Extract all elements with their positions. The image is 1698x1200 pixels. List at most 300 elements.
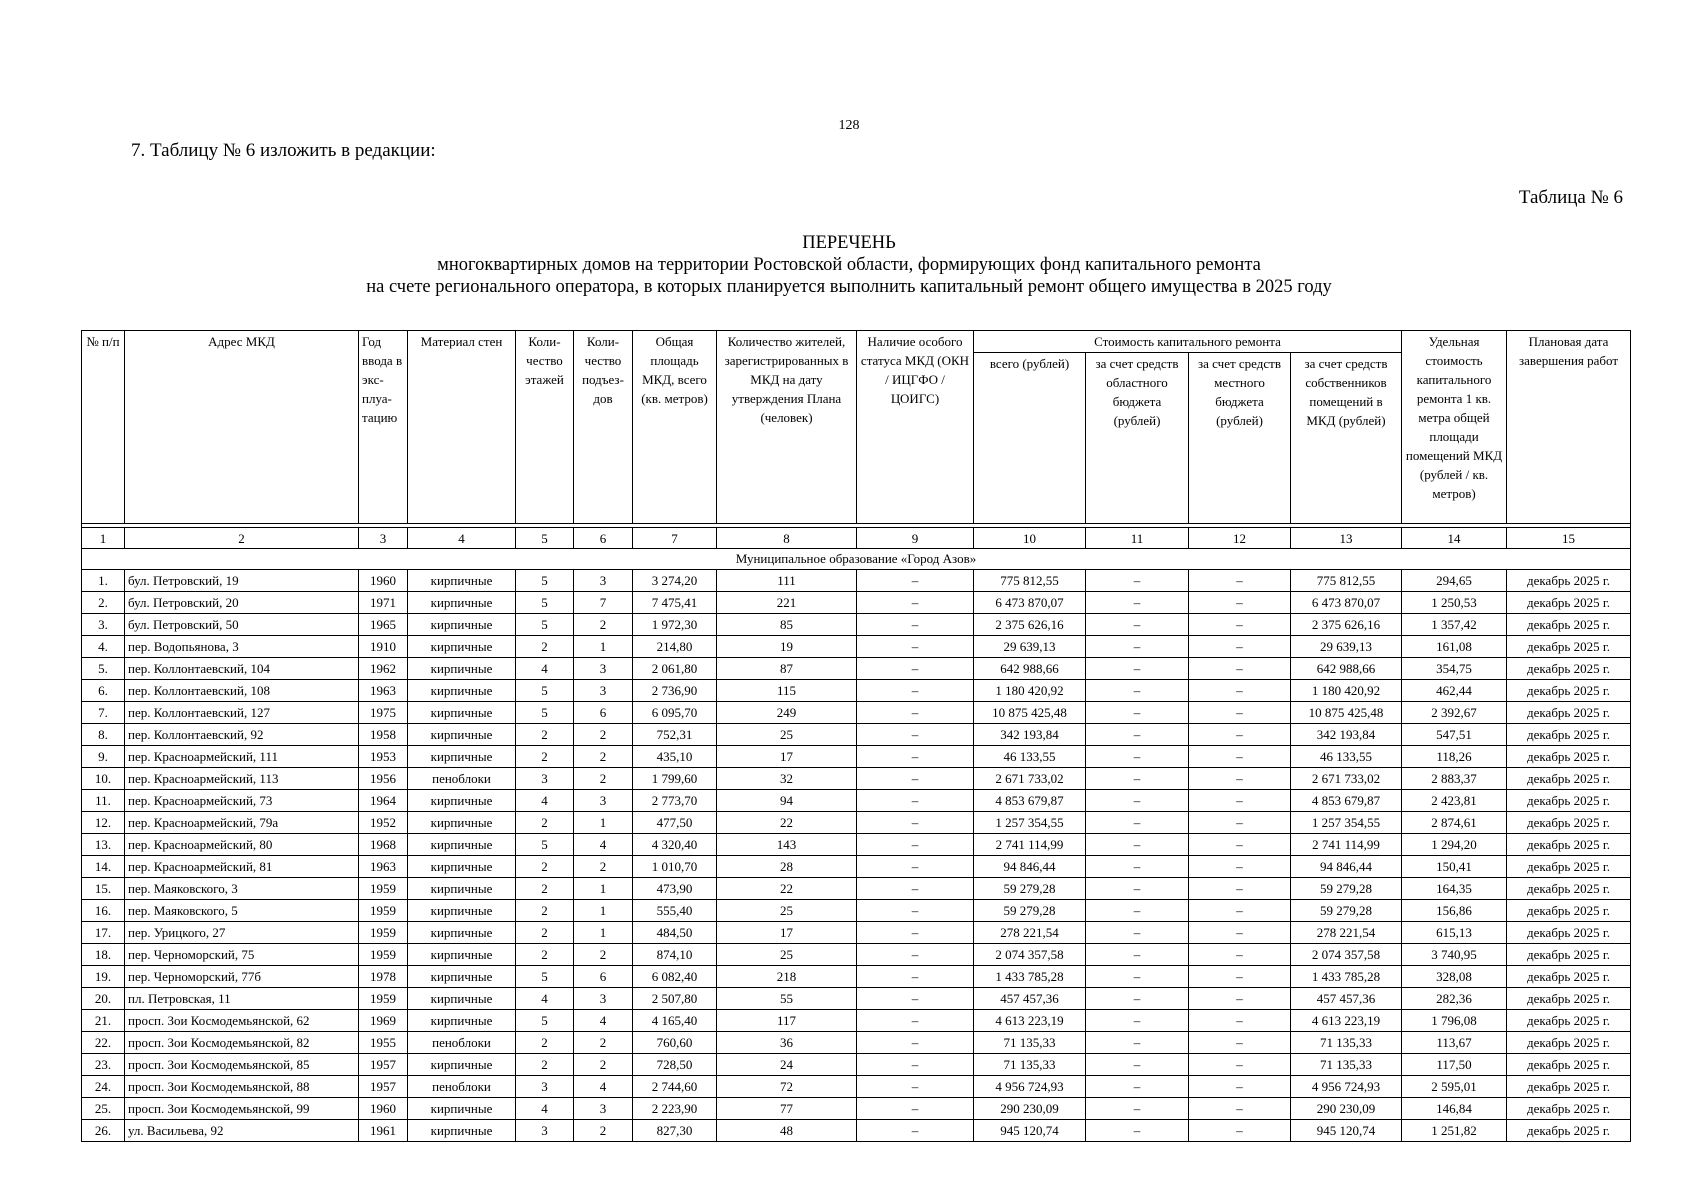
cell-cost-owners: 2 375 626,16 — [1291, 614, 1402, 636]
cell-material: кирпичные — [408, 1120, 516, 1142]
cell-cost-owners: 4 853 679,87 — [1291, 790, 1402, 812]
cell-year: 1964 — [359, 790, 408, 812]
cell-entrances: 6 — [574, 966, 633, 988]
cell-entrances: 1 — [574, 922, 633, 944]
cell-entrances: 1 — [574, 900, 633, 922]
cell-material: кирпичные — [408, 878, 516, 900]
cell-status: – — [857, 1120, 974, 1142]
cell-cost-total: 4 613 223,19 — [974, 1010, 1086, 1032]
cell-material: кирпичные — [408, 922, 516, 944]
header-completion: Плановая дата завершения работ — [1507, 331, 1631, 524]
cell-status: – — [857, 746, 974, 768]
cell-unit-cost: 1 796,08 — [1402, 1010, 1507, 1032]
cell-address: пер. Красноармейский, 81 — [125, 856, 359, 878]
cell-cost-owners: 94 846,44 — [1291, 856, 1402, 878]
cell-row-num: 21. — [82, 1010, 125, 1032]
cell-year: 1959 — [359, 878, 408, 900]
cell-cost-total: 4 853 679,87 — [974, 790, 1086, 812]
cell-area: 1 972,30 — [633, 614, 717, 636]
column-number: 14 — [1402, 528, 1507, 549]
cell-area: 2 223,90 — [633, 1098, 717, 1120]
column-number: 3 — [359, 528, 408, 549]
cell-cost-regional: – — [1086, 592, 1189, 614]
cell-cost-regional: – — [1086, 922, 1189, 944]
cell-entrances: 1 — [574, 636, 633, 658]
cell-unit-cost: 117,50 — [1402, 1054, 1507, 1076]
cell-area: 477,50 — [633, 812, 717, 834]
cell-entrances: 2 — [574, 724, 633, 746]
cell-cost-owners: 642 988,66 — [1291, 658, 1402, 680]
cell-address: пер. Коллонтаевский, 108 — [125, 680, 359, 702]
cell-entrances: 1 — [574, 812, 633, 834]
column-number: 10 — [974, 528, 1086, 549]
cell-unit-cost: 118,26 — [1402, 746, 1507, 768]
cell-row-num: 5. — [82, 658, 125, 680]
cell-cost-owners: 71 135,33 — [1291, 1032, 1402, 1054]
header-num: № п/п — [82, 331, 125, 524]
column-number: 2 — [125, 528, 359, 549]
cell-cost-owners: 10 875 425,48 — [1291, 702, 1402, 724]
cell-unit-cost: 547,51 — [1402, 724, 1507, 746]
cell-status: – — [857, 1076, 974, 1098]
cell-completion: декабрь 2025 г. — [1507, 1098, 1631, 1120]
cell-cost-regional: – — [1086, 812, 1189, 834]
cell-cost-total: 2 741 114,99 — [974, 834, 1086, 856]
cell-completion: декабрь 2025 г. — [1507, 812, 1631, 834]
cell-address: просп. Зои Космодемьянской, 88 — [125, 1076, 359, 1098]
cell-residents: 48 — [717, 1120, 857, 1142]
cell-cost-total: 1 180 420,92 — [974, 680, 1086, 702]
cell-row-num: 6. — [82, 680, 125, 702]
cell-cost-local: – — [1189, 1076, 1291, 1098]
header-cost-group: Стоимость капитального ремонта — [974, 331, 1402, 353]
cell-status: – — [857, 768, 974, 790]
heading-line-1: многоквартирных домов на территории Ростовской области, формирующих фонд капитального ремонта — [437, 255, 1261, 275]
cell-unit-cost: 2 423,81 — [1402, 790, 1507, 812]
cell-floors: 2 — [516, 878, 574, 900]
table-row — [82, 1010, 1631, 1032]
header-unit-cost: Удельная стоимость капитального ремонта 1 кв. метра общей площади помещений МКД (рублей / кв. метров) — [1402, 331, 1507, 524]
cell-cost-local: – — [1189, 812, 1291, 834]
cell-floors: 5 — [516, 966, 574, 988]
table-row — [82, 1098, 1631, 1120]
cell-residents: 85 — [717, 614, 857, 636]
cell-row-num: 10. — [82, 768, 125, 790]
cell-year: 1963 — [359, 856, 408, 878]
cell-unit-cost: 2 595,01 — [1402, 1076, 1507, 1098]
cell-cost-total: 29 639,13 — [974, 636, 1086, 658]
cell-material: кирпичные — [408, 834, 516, 856]
cell-floors: 5 — [516, 1010, 574, 1032]
cell-status: – — [857, 1054, 974, 1076]
cell-address: пер. Красноармейский, 80 — [125, 834, 359, 856]
table-row — [82, 856, 1631, 878]
cell-status: – — [857, 592, 974, 614]
cell-row-num: 23. — [82, 1054, 125, 1076]
cell-floors: 5 — [516, 614, 574, 636]
cell-address: пер. Черноморский, 77б — [125, 966, 359, 988]
cell-material: кирпичные — [408, 570, 516, 592]
cell-cost-total: 290 230,09 — [974, 1098, 1086, 1120]
cell-row-num: 25. — [82, 1098, 125, 1120]
cell-address: пер. Маяковского, 3 — [125, 878, 359, 900]
section-title: Муниципальное образование «Город Азов» — [82, 549, 1631, 570]
cell-unit-cost: 150,41 — [1402, 856, 1507, 878]
cell-status: – — [857, 702, 974, 724]
cell-cost-total: 775 812,55 — [974, 570, 1086, 592]
cell-residents: 221 — [717, 592, 857, 614]
header-cost-total: всего (рублей) — [974, 353, 1086, 524]
cell-address: бул. Петровский, 50 — [125, 614, 359, 636]
cell-cost-regional: – — [1086, 746, 1189, 768]
cell-year: 1957 — [359, 1054, 408, 1076]
cell-completion: декабрь 2025 г. — [1507, 1076, 1631, 1098]
cell-floors: 5 — [516, 834, 574, 856]
cell-row-num: 3. — [82, 614, 125, 636]
cell-residents: 17 — [717, 922, 857, 944]
cell-status: – — [857, 878, 974, 900]
cell-area: 1 799,60 — [633, 768, 717, 790]
cell-year: 1959 — [359, 922, 408, 944]
cell-address: просп. Зои Космодемьянской, 85 — [125, 1054, 359, 1076]
column-number: 5 — [516, 528, 574, 549]
cell-row-num: 12. — [82, 812, 125, 834]
cell-status: – — [857, 834, 974, 856]
cell-cost-local: – — [1189, 1032, 1291, 1054]
cell-completion: декабрь 2025 г. — [1507, 834, 1631, 856]
cell-cost-regional: – — [1086, 1010, 1189, 1032]
cell-year: 1959 — [359, 988, 408, 1010]
cell-year: 1957 — [359, 1076, 408, 1098]
cell-completion: декабрь 2025 г. — [1507, 680, 1631, 702]
cell-cost-total: 71 135,33 — [974, 1054, 1086, 1076]
cell-residents: 94 — [717, 790, 857, 812]
cell-entrances: 3 — [574, 570, 633, 592]
cell-area: 6 095,70 — [633, 702, 717, 724]
cell-year: 1960 — [359, 570, 408, 592]
table-row — [82, 592, 1631, 614]
cell-row-num: 1. — [82, 570, 125, 592]
cell-cost-total: 342 193,84 — [974, 724, 1086, 746]
cell-area: 2 061,80 — [633, 658, 717, 680]
cell-year: 1965 — [359, 614, 408, 636]
cell-row-num: 8. — [82, 724, 125, 746]
cell-floors: 3 — [516, 768, 574, 790]
table-row — [82, 922, 1631, 944]
header-cost-regional: за счет средств областного бюджета (рублей) — [1086, 353, 1189, 524]
cell-status: – — [857, 944, 974, 966]
cell-cost-local: – — [1189, 614, 1291, 636]
cell-cost-regional: – — [1086, 856, 1189, 878]
header-year: Год ввода в эксплуатацию — [359, 331, 408, 524]
cell-year: 1956 — [359, 768, 408, 790]
cell-row-num: 14. — [82, 856, 125, 878]
cell-cost-local: – — [1189, 834, 1291, 856]
cell-cost-total: 4 956 724,93 — [974, 1076, 1086, 1098]
cell-floors: 4 — [516, 658, 574, 680]
cell-unit-cost: 1 251,82 — [1402, 1120, 1507, 1142]
table-row — [82, 636, 1631, 658]
cell-unit-cost: 282,36 — [1402, 988, 1507, 1010]
cell-row-num: 20. — [82, 988, 125, 1010]
cell-completion: декабрь 2025 г. — [1507, 790, 1631, 812]
cell-year: 1959 — [359, 900, 408, 922]
cell-area: 4 320,40 — [633, 834, 717, 856]
cell-row-num: 19. — [82, 966, 125, 988]
cell-area: 435,10 — [633, 746, 717, 768]
cell-entrances: 2 — [574, 944, 633, 966]
cell-completion: декабрь 2025 г. — [1507, 1120, 1631, 1142]
cell-cost-owners: 2 741 114,99 — [1291, 834, 1402, 856]
cell-area: 728,50 — [633, 1054, 717, 1076]
cell-area: 4 165,40 — [633, 1010, 717, 1032]
column-number: 4 — [408, 528, 516, 549]
cell-cost-total: 1 257 354,55 — [974, 812, 1086, 834]
column-number: 8 — [717, 528, 857, 549]
header-status: Наличие особого статуса МКД (ОКН / ИЦГФО / ЦОИГС) — [857, 331, 974, 524]
cell-residents: 55 — [717, 988, 857, 1010]
cell-address: пер. Черноморский, 75 — [125, 944, 359, 966]
cell-cost-local: – — [1189, 746, 1291, 768]
cell-cost-owners: 59 279,28 — [1291, 878, 1402, 900]
header-floors: Количество этажей — [516, 331, 574, 524]
cell-material: кирпичные — [408, 944, 516, 966]
cell-year: 1958 — [359, 724, 408, 746]
cell-completion: декабрь 2025 г. — [1507, 570, 1631, 592]
cell-residents: 111 — [717, 570, 857, 592]
cell-address: пер. Коллонтаевский, 127 — [125, 702, 359, 724]
cell-cost-local: – — [1189, 1120, 1291, 1142]
cell-cost-owners: 46 133,55 — [1291, 746, 1402, 768]
cell-cost-total: 46 133,55 — [974, 746, 1086, 768]
cell-cost-regional: – — [1086, 966, 1189, 988]
cell-floors: 2 — [516, 724, 574, 746]
cell-residents: 115 — [717, 680, 857, 702]
cell-year: 1960 — [359, 1098, 408, 1120]
cell-completion: декабрь 2025 г. — [1507, 856, 1631, 878]
cell-cost-local: – — [1189, 988, 1291, 1010]
header-cost-owners: за счет средств собственников помещений в МКД (рублей) — [1291, 353, 1402, 524]
cell-completion: декабрь 2025 г. — [1507, 614, 1631, 636]
cell-cost-regional: – — [1086, 988, 1189, 1010]
cell-address: ул. Васильева, 92 — [125, 1120, 359, 1142]
column-number: 12 — [1189, 528, 1291, 549]
cell-row-num: 17. — [82, 922, 125, 944]
cell-material: кирпичные — [408, 724, 516, 746]
cell-completion: декабрь 2025 г. — [1507, 724, 1631, 746]
cell-entrances: 4 — [574, 834, 633, 856]
table-row — [82, 680, 1631, 702]
cell-floors: 5 — [516, 680, 574, 702]
cell-cost-local: – — [1189, 592, 1291, 614]
cell-cost-owners: 1 180 420,92 — [1291, 680, 1402, 702]
cell-floors: 3 — [516, 1076, 574, 1098]
cell-cost-regional: – — [1086, 900, 1189, 922]
table-row — [82, 1032, 1631, 1054]
document-heading — [0, 232, 1698, 298]
cell-unit-cost: 156,86 — [1402, 900, 1507, 922]
cell-cost-total: 59 279,28 — [974, 900, 1086, 922]
cell-floors: 2 — [516, 856, 574, 878]
table-row — [82, 1054, 1631, 1076]
cell-cost-local: – — [1189, 922, 1291, 944]
cell-unit-cost: 3 740,95 — [1402, 944, 1507, 966]
intro-text: 7. Таблицу № 6 изложить в редакции: — [131, 140, 436, 161]
cell-cost-local: – — [1189, 900, 1291, 922]
cell-residents: 25 — [717, 900, 857, 922]
cell-completion: декабрь 2025 г. — [1507, 1032, 1631, 1054]
cell-material: кирпичные — [408, 636, 516, 658]
header-area: Общая площадь МКД, всего (кв. метров) — [633, 331, 717, 524]
cell-entrances: 4 — [574, 1010, 633, 1032]
table-row — [82, 658, 1631, 680]
cell-entrances: 3 — [574, 680, 633, 702]
cell-cost-owners: 59 279,28 — [1291, 900, 1402, 922]
column-number: 9 — [857, 528, 974, 549]
cell-material: кирпичные — [408, 1098, 516, 1120]
cell-entrances: 3 — [574, 790, 633, 812]
cell-residents: 17 — [717, 746, 857, 768]
cell-cost-owners: 4 613 223,19 — [1291, 1010, 1402, 1032]
cell-cost-total: 59 279,28 — [974, 878, 1086, 900]
cell-material: кирпичные — [408, 856, 516, 878]
cell-address: пер. Красноармейский, 111 — [125, 746, 359, 768]
table-row — [82, 966, 1631, 988]
cell-completion: декабрь 2025 г. — [1507, 1010, 1631, 1032]
cell-address: пл. Петровская, 11 — [125, 988, 359, 1010]
cell-area: 484,50 — [633, 922, 717, 944]
cell-unit-cost: 113,67 — [1402, 1032, 1507, 1054]
cell-completion: декабрь 2025 г. — [1507, 944, 1631, 966]
cell-status: – — [857, 856, 974, 878]
cell-material: кирпичные — [408, 1010, 516, 1032]
cell-cost-regional: – — [1086, 790, 1189, 812]
cell-cost-regional: – — [1086, 1120, 1189, 1142]
cell-row-num: 2. — [82, 592, 125, 614]
cell-year: 1968 — [359, 834, 408, 856]
cell-cost-local: – — [1189, 790, 1291, 812]
cell-unit-cost: 354,75 — [1402, 658, 1507, 680]
column-number: 6 — [574, 528, 633, 549]
cell-cost-local: – — [1189, 944, 1291, 966]
cell-area: 752,31 — [633, 724, 717, 746]
cell-cost-owners: 945 120,74 — [1291, 1120, 1402, 1142]
cell-area: 827,30 — [633, 1120, 717, 1142]
cell-unit-cost: 146,84 — [1402, 1098, 1507, 1120]
cell-residents: 143 — [717, 834, 857, 856]
cell-status: – — [857, 1098, 974, 1120]
cell-completion: декабрь 2025 г. — [1507, 702, 1631, 724]
cell-year: 1978 — [359, 966, 408, 988]
cell-residents: 218 — [717, 966, 857, 988]
cell-floors: 2 — [516, 944, 574, 966]
cell-cost-owners: 1 257 354,55 — [1291, 812, 1402, 834]
cell-unit-cost: 294,65 — [1402, 570, 1507, 592]
cell-completion: декабрь 2025 г. — [1507, 922, 1631, 944]
cell-cost-total: 6 473 870,07 — [974, 592, 1086, 614]
cell-entrances: 7 — [574, 592, 633, 614]
cell-material: кирпичные — [408, 746, 516, 768]
table-row — [82, 1120, 1631, 1142]
cell-cost-owners: 29 639,13 — [1291, 636, 1402, 658]
cell-cost-local: – — [1189, 680, 1291, 702]
cell-area: 2 507,80 — [633, 988, 717, 1010]
cell-address: пер. Красноармейский, 113 — [125, 768, 359, 790]
cell-area: 2 773,70 — [633, 790, 717, 812]
cell-completion: декабрь 2025 г. — [1507, 1054, 1631, 1076]
buildings-table — [81, 330, 1631, 1142]
cell-material: кирпичные — [408, 812, 516, 834]
cell-year: 1961 — [359, 1120, 408, 1142]
cell-cost-local: – — [1189, 724, 1291, 746]
cell-cost-total: 642 988,66 — [974, 658, 1086, 680]
cell-address: бул. Петровский, 19 — [125, 570, 359, 592]
cell-cost-owners: 2 074 357,58 — [1291, 944, 1402, 966]
cell-floors: 2 — [516, 1054, 574, 1076]
heading-line-2: на счете регионального оператора, в которых планируется выполнить капитальный ремонт общего имущества в 2025 году — [366, 277, 1332, 297]
cell-entrances: 1 — [574, 878, 633, 900]
cell-cost-regional: – — [1086, 834, 1189, 856]
cell-completion: декабрь 2025 г. — [1507, 636, 1631, 658]
cell-area: 2 736,90 — [633, 680, 717, 702]
cell-cost-total: 10 875 425,48 — [974, 702, 1086, 724]
cell-cost-local: – — [1189, 966, 1291, 988]
cell-status: – — [857, 658, 974, 680]
cell-area: 7 475,41 — [633, 592, 717, 614]
cell-row-num: 22. — [82, 1032, 125, 1054]
cell-residents: 36 — [717, 1032, 857, 1054]
cell-material: кирпичные — [408, 966, 516, 988]
cell-material: пеноблоки — [408, 1076, 516, 1098]
cell-residents: 87 — [717, 658, 857, 680]
cell-floors: 2 — [516, 746, 574, 768]
cell-address: пер. Красноармейский, 73 — [125, 790, 359, 812]
cell-cost-total: 2 671 733,02 — [974, 768, 1086, 790]
table-row — [82, 812, 1631, 834]
cell-year: 1959 — [359, 944, 408, 966]
cell-completion: декабрь 2025 г. — [1507, 988, 1631, 1010]
cell-floors: 2 — [516, 636, 574, 658]
cell-year: 1962 — [359, 658, 408, 680]
cell-address: пер. Маяковского, 5 — [125, 900, 359, 922]
cell-year: 1910 — [359, 636, 408, 658]
table-row — [82, 702, 1631, 724]
cell-entrances: 2 — [574, 746, 633, 768]
cell-row-num: 18. — [82, 944, 125, 966]
cell-unit-cost: 462,44 — [1402, 680, 1507, 702]
header-residents: Количество жителей, зарегистрированных в МКД на дату утверждения Плана (человек) — [717, 331, 857, 524]
column-number: 7 — [633, 528, 717, 549]
cell-entrances: 6 — [574, 702, 633, 724]
cell-status: – — [857, 614, 974, 636]
cell-floors: 4 — [516, 988, 574, 1010]
cell-cost-regional: – — [1086, 702, 1189, 724]
cell-cost-regional: – — [1086, 1054, 1189, 1076]
cell-residents: 22 — [717, 878, 857, 900]
cell-cost-regional: – — [1086, 878, 1189, 900]
cell-entrances: 3 — [574, 988, 633, 1010]
column-number: 15 — [1507, 528, 1631, 549]
cell-address: просп. Зои Космодемьянской, 62 — [125, 1010, 359, 1032]
cell-area: 760,60 — [633, 1032, 717, 1054]
cell-cost-regional: – — [1086, 570, 1189, 592]
table-row — [82, 746, 1631, 768]
cell-cost-local: – — [1189, 1054, 1291, 1076]
cell-row-num: 9. — [82, 746, 125, 768]
cell-status: – — [857, 724, 974, 746]
cell-cost-regional: – — [1086, 1076, 1189, 1098]
column-number: 13 — [1291, 528, 1402, 549]
